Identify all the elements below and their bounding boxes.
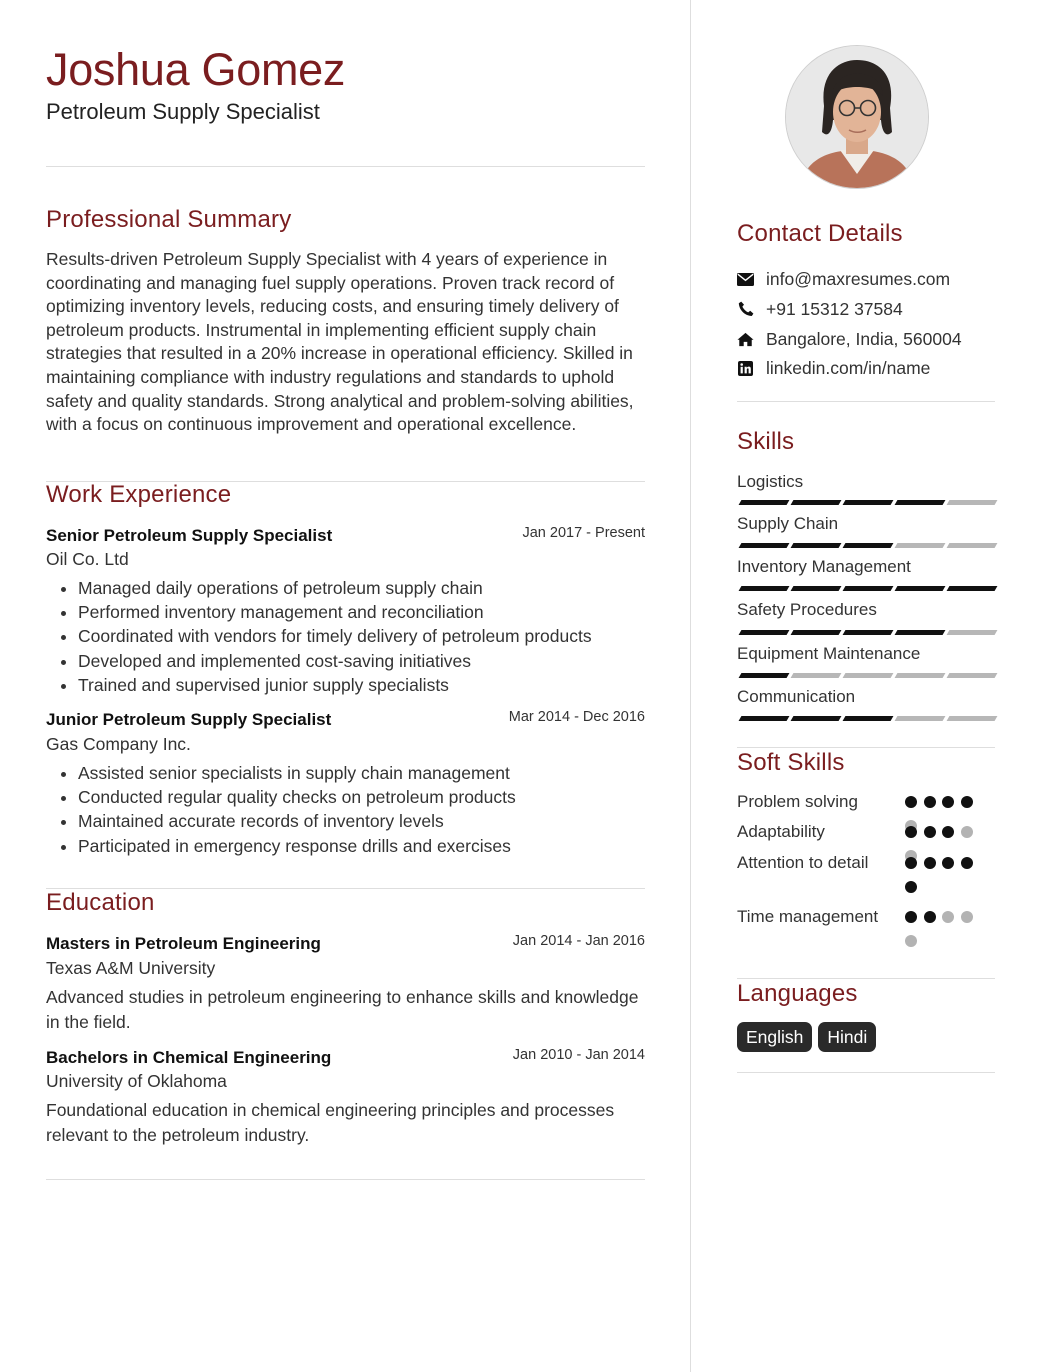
skills-divider: [737, 747, 995, 748]
contact-phone: [737, 297, 903, 321]
soft-skills-heading: Soft Skills: [737, 749, 845, 776]
skill-level-segment: [895, 543, 946, 548]
skill-level-segment: [947, 500, 998, 505]
rating-dot: [961, 826, 973, 838]
contact-divider: [737, 401, 995, 402]
skill-level-bar: [740, 500, 1000, 505]
soft-skills-divider: [737, 978, 995, 979]
skill-level-bar: [740, 673, 1000, 678]
skill-level-segment: [947, 630, 998, 635]
rating-dot: [961, 911, 973, 923]
summary-text: Results-driven Petroleum Supply Specialist with 4 years of experience in coordinating and managing fuel supply operations. Proven track record of optimizing inventory levels, reducing costs, and ensuring timely delivery of petroleum products. Instrumental in implementing efficient supply chain strategies that resulted in a 20% increase in operational efficiency. Skilled in maintaining compliance with industry regulations and standards to uphold safety and quality standards. Strong analytical and problem-solving abilities, with a focus on continuous improvement and operational excellence.: [46, 249, 634, 435]
rating-dot: [905, 911, 917, 923]
skills-heading: Skills: [737, 428, 795, 455]
skill-level-segment: [791, 543, 842, 548]
person-portrait-icon: [786, 46, 928, 188]
skill-level-segment: [739, 500, 790, 505]
list-item: • Trained and supervised junior supply specialists: [78, 673, 645, 697]
rating-dot: [924, 911, 936, 923]
job-company: Gas Company Inc.: [46, 734, 191, 754]
skill-level-segment: [739, 630, 790, 635]
soft-skill-label: Time management: [737, 907, 879, 926]
contact-phone-text: +91 15312 37584: [766, 298, 903, 319]
job-date: Jan 2017 - Present: [522, 525, 645, 541]
contact-email: [737, 267, 950, 291]
soft-skill-label: Adaptability: [737, 822, 825, 841]
degree-title: Masters in Petroleum Engineering: [46, 934, 321, 953]
rating-dot: [905, 935, 917, 947]
skill-level-segment: [739, 673, 790, 678]
skill-level-bar: [740, 586, 1000, 591]
envelope-icon: [737, 271, 754, 288]
skill-level-bar: [740, 716, 1000, 721]
contact-linkedin-text: linkedin.com/in/name: [766, 357, 931, 378]
rating-dot: [924, 826, 936, 838]
list-item: • Conducted regular quality checks on petroleum products: [78, 785, 645, 809]
soft-skill-rating: [905, 857, 985, 905]
profile-photo: [785, 45, 929, 189]
contact-linkedin: [737, 356, 930, 380]
degree-date: Jan 2010 - Jan 2014: [512, 1047, 645, 1063]
skill-level-segment: [843, 630, 894, 635]
skill-level-segment: [895, 500, 946, 505]
skill-label: Safety Procedures: [737, 600, 877, 619]
skill-level-segment: [791, 630, 842, 635]
skill-level-segment: [791, 586, 842, 591]
skill-level-segment: [947, 586, 998, 591]
soft-skill-rating: [905, 911, 985, 959]
languages-divider: [737, 1072, 995, 1073]
skill-level-segment: [947, 716, 998, 721]
contact-email-text: info@maxresumes.com: [766, 268, 951, 289]
skill-level-segment: [843, 673, 894, 678]
skill-level-segment: [895, 586, 946, 591]
list-item: • Assisted senior specialists in supply chain management: [78, 761, 645, 785]
rating-dot: [924, 857, 936, 869]
rating-dot: [905, 796, 917, 808]
skill-level-segment: [947, 543, 998, 548]
skill-level-segment: [739, 586, 790, 591]
languages-list: [737, 1022, 882, 1052]
job-company: Oil Co. Ltd: [46, 549, 129, 569]
skill-level-bar: [740, 543, 1000, 548]
rating-dot: [905, 881, 917, 893]
education-heading: Education: [46, 889, 155, 916]
rating-dot: [924, 796, 936, 808]
language-badge: Hindi: [818, 1022, 876, 1052]
skill-level-segment: [895, 673, 946, 678]
summary-heading: Professional Summary: [46, 206, 292, 233]
linkedin-icon: [737, 360, 754, 377]
rating-dot: [942, 857, 954, 869]
contact-heading: Contact Details: [737, 220, 903, 247]
list-item: • Maintained accurate records of inventory levels: [78, 809, 645, 833]
skill-level-segment: [843, 586, 894, 591]
rating-dot: [961, 796, 973, 808]
list-item: • Managed daily operations of petroleum supply chain: [78, 576, 645, 600]
skill-label: Inventory Management: [737, 557, 911, 576]
job-bullets: [46, 576, 645, 697]
experience-heading: Work Experience: [46, 481, 232, 508]
language-badge: English: [737, 1022, 812, 1052]
rating-dot: [905, 826, 917, 838]
skill-level-segment: [739, 543, 790, 548]
skill-level-segment: [843, 716, 894, 721]
skill-level-segment: [791, 673, 842, 678]
contact-address: [737, 327, 962, 351]
skill-label: Communication: [737, 687, 856, 706]
languages-heading: Languages: [737, 980, 858, 1007]
skill-level-segment: [947, 673, 998, 678]
degree-description: Foundational education in chemical engineering principles and processes relevant to the petroleum industry.: [46, 1100, 615, 1145]
rating-dot: [942, 796, 954, 808]
skill-label: Supply Chain: [737, 514, 839, 533]
list-item: • Coordinated with vendors for timely delivery of petroleum products: [78, 624, 645, 648]
phone-icon: [737, 301, 754, 318]
skill-label: Logistics: [737, 472, 804, 491]
degree-date: Jan 2014 - Jan 2016: [512, 933, 645, 949]
job-title: Senior Petroleum Supply Specialist: [46, 526, 333, 545]
soft-skill-label: Attention to detail: [737, 853, 869, 872]
candidate-title: Petroleum Supply Specialist: [46, 99, 320, 124]
skill-level-segment: [739, 716, 790, 721]
skill-level-segment: [791, 716, 842, 721]
degree-description: Advanced studies in petroleum engineering to enhance skills and knowledge in the field.: [46, 987, 639, 1032]
list-item: • Developed and implemented cost-saving initiatives: [78, 649, 645, 673]
skill-level-segment: [895, 630, 946, 635]
skill-label: Equipment Maintenance: [737, 644, 921, 663]
header-divider: [46, 166, 645, 167]
job-bullets: [46, 761, 645, 858]
list-item: • Participated in emergency response drills and exercises: [78, 834, 645, 858]
candidate-name: Joshua Gomez: [46, 44, 346, 95]
soft-skill-label: Problem solving: [737, 792, 858, 811]
skill-level-bar: [740, 630, 1000, 635]
skill-level-segment: [843, 500, 894, 505]
list-item: • Performed inventory management and reconciliation: [78, 600, 645, 624]
education-divider: [46, 1179, 645, 1180]
job-title: Junior Petroleum Supply Specialist: [46, 710, 332, 729]
skill-level-segment: [791, 500, 842, 505]
rating-dot: [942, 826, 954, 838]
degree-title: Bachelors in Chemical Engineering: [46, 1048, 332, 1067]
school-name: Texas A&M University: [46, 958, 216, 978]
rating-dot: [905, 857, 917, 869]
skill-level-segment: [843, 543, 894, 548]
rating-dot: [961, 857, 973, 869]
skill-level-segment: [895, 716, 946, 721]
school-name: University of Oklahoma: [46, 1071, 227, 1091]
contact-address-text: Bangalore, India, 560004: [766, 328, 962, 349]
job-date: Mar 2014 - Dec 2016: [508, 709, 645, 725]
rating-dot: [942, 911, 954, 923]
column-divider: [690, 0, 691, 1372]
home-icon: [737, 331, 754, 348]
